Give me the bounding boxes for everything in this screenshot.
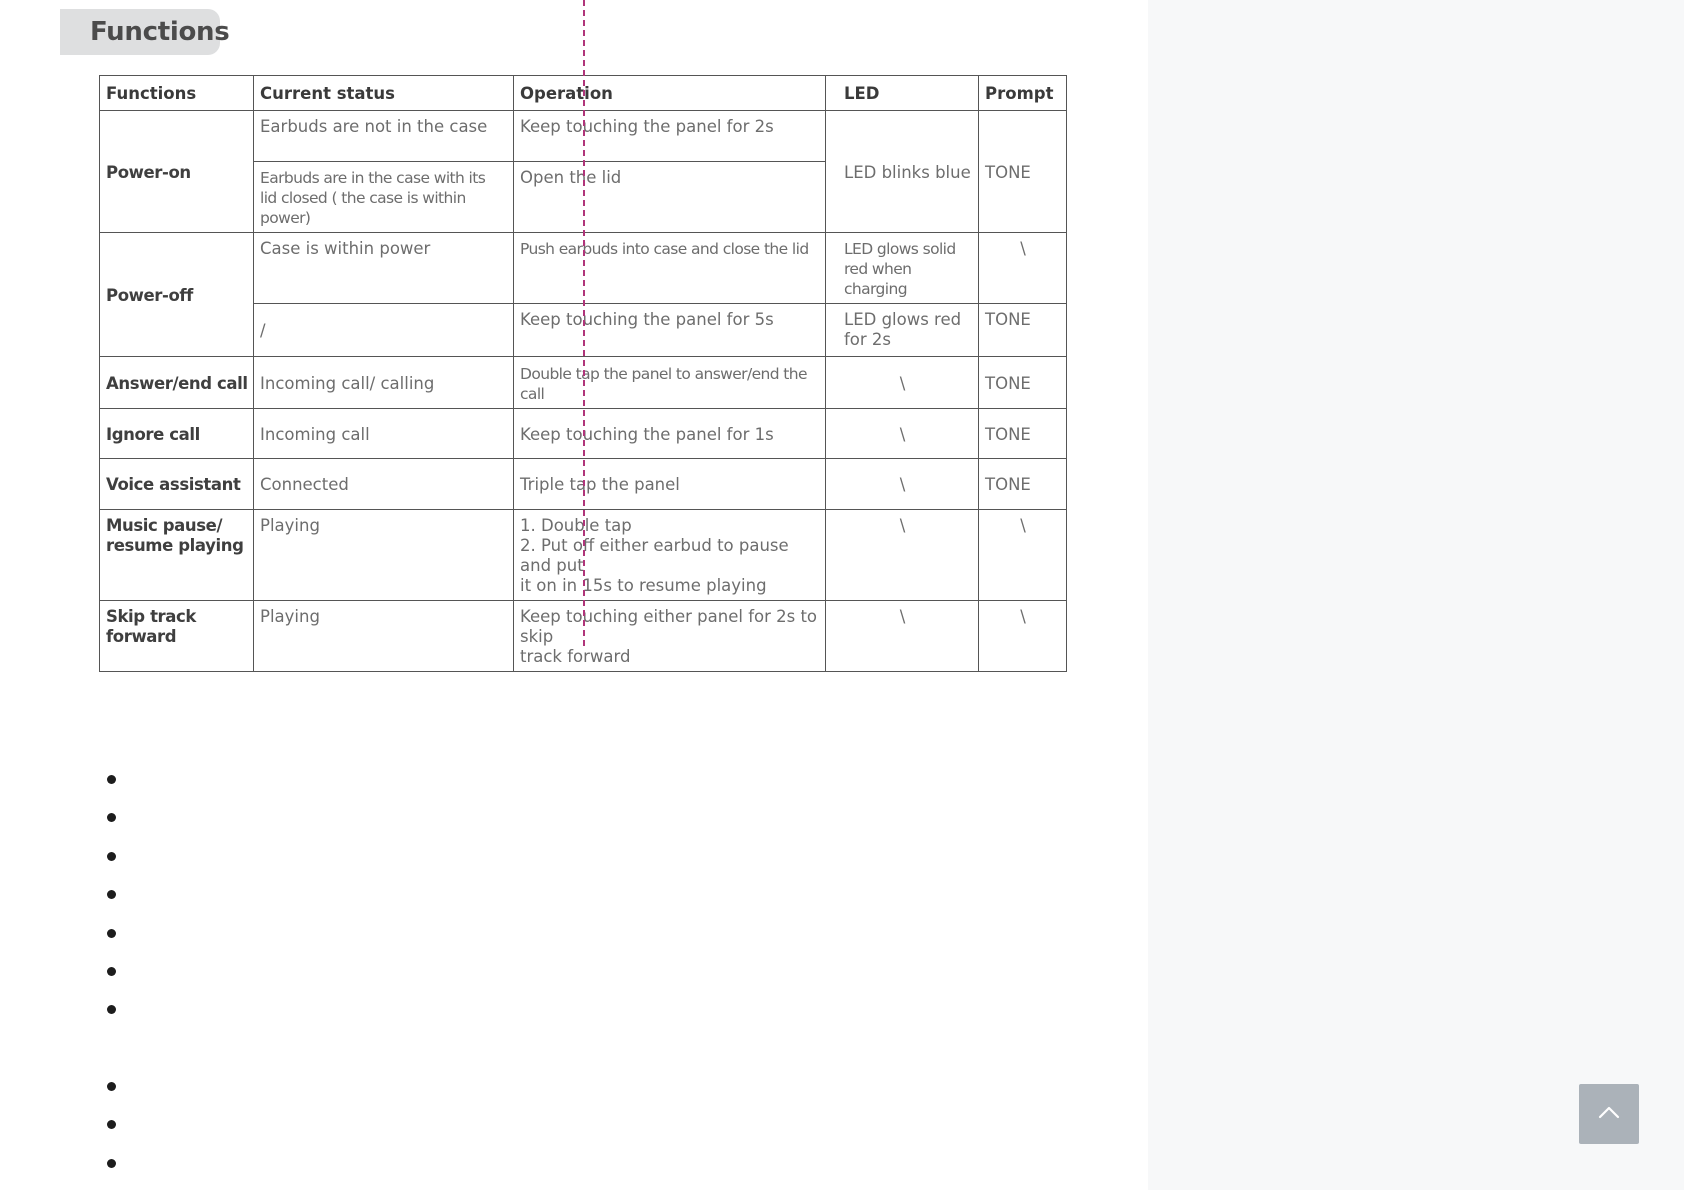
function-power-on: Power-on [100, 111, 254, 233]
sidebar [1148, 0, 1684, 1190]
list-item [107, 852, 116, 861]
operation-cell: Triple tap the panel [514, 459, 826, 510]
function-cell: Ignore call [100, 409, 254, 459]
header-functions: Functions [100, 76, 254, 111]
status-cell: Connected [254, 459, 514, 510]
status-cell: Incoming call/ calling [254, 357, 514, 409]
status-cell: / [254, 304, 514, 357]
list-item [107, 1120, 116, 1129]
header-operation: Operation [514, 76, 826, 111]
function-cell: Answer/end call [100, 357, 254, 409]
operation-cell: Push earbuds into case and close the lid [514, 233, 826, 304]
prompt-cell: TONE [979, 111, 1067, 233]
operation-cell: Keep touching the panel for 5s [514, 304, 826, 357]
led-cell: \ [826, 510, 979, 601]
operation-cell: Keep touching the panel for 2s [514, 111, 826, 162]
list-item [107, 1159, 116, 1168]
led-cell: LED glows solid red when charging [826, 233, 979, 304]
header-led: LED [826, 76, 979, 111]
led-cell: \ [826, 357, 979, 409]
header-prompt: Prompt [979, 76, 1067, 111]
list-item [107, 1082, 116, 1091]
prompt-cell: TONE [979, 357, 1067, 409]
function-cell: Skip track forward [100, 601, 254, 672]
prompt-cell: \ [979, 510, 1067, 601]
list-item [107, 813, 116, 822]
prompt-cell: TONE [979, 409, 1067, 459]
status-cell: Earbuds are in the case with its lid closed ( the case is within power) [254, 162, 514, 233]
list-item [107, 775, 116, 784]
prompt-cell: \ [979, 601, 1067, 672]
section-heading: Functions [60, 9, 220, 55]
led-cell: LED glows red for 2s [826, 304, 979, 357]
status-cell: Playing [254, 510, 514, 601]
operation-cell: Open the lid [514, 162, 826, 233]
back-to-top-button[interactable] [1579, 1084, 1639, 1144]
list-item [107, 890, 116, 899]
operation-cell: Double tap the panel to answer/end the call [514, 357, 826, 409]
function-power-off: Power-off [100, 233, 254, 357]
operation-cell: 1. Double tap 2. Put off either earbud to pause and put it on in 15s to resume playing [514, 510, 826, 601]
led-cell: \ [826, 409, 979, 459]
header-current-status: Current status [254, 76, 514, 111]
status-cell: Case is within power [254, 233, 514, 304]
prompt-cell: \ [979, 233, 1067, 304]
function-cell: Voice assistant [100, 459, 254, 510]
led-cell: \ [826, 601, 979, 672]
fold-guide-line [583, 0, 585, 646]
led-cell: \ [826, 459, 979, 510]
list-item [107, 929, 116, 938]
led-cell: LED blinks blue [826, 111, 979, 233]
list-item [107, 1005, 116, 1014]
prompt-cell: TONE [979, 304, 1067, 357]
operation-cell: Keep touching the panel for 1s [514, 409, 826, 459]
status-cell: Earbuds are not in the case [254, 111, 514, 162]
prompt-cell: TONE [979, 459, 1067, 510]
operation-cell: Keep touching either panel for 2s to skip track forward [514, 601, 826, 672]
bullet-list [0, 0, 300, 1190]
status-cell: Playing [254, 601, 514, 672]
status-cell: Incoming call [254, 409, 514, 459]
list-item [107, 967, 116, 976]
function-cell: Music pause/ resume playing [100, 510, 254, 601]
chevron-up-icon [1598, 1105, 1620, 1124]
